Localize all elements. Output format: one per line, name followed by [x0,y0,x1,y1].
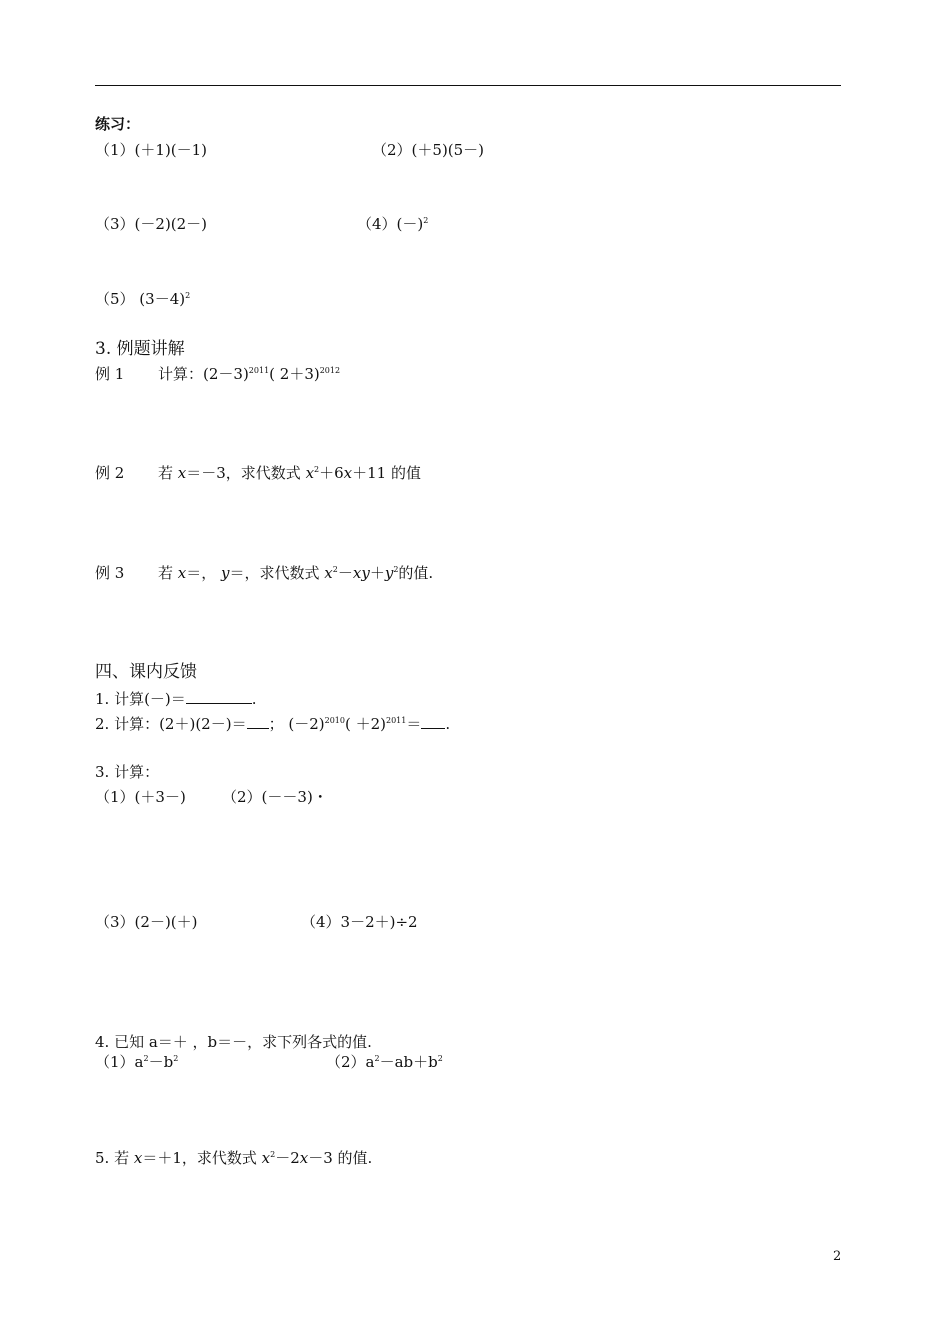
feedback-question-4-heading: 4. 已知 a＝＋ ，b＝－，求下列各式的值. [95,1033,372,1051]
practice-item-1: （1）(＋1)(－1) [95,141,208,159]
practice-item-2: （2）(＋5)(5－) [372,141,485,159]
example-2-text: 若 x＝－3，求代数式 $x^2+6x+11$ 的值 [158,464,421,482]
feedback-question-3-heading: 3. 计算： [95,763,160,781]
header-rule [95,85,841,86]
feedback-question-4-item-1: $(1)a^2-b^2$ [95,1053,179,1071]
feedback-question-3-item-4: （4）3－2＋)÷2 [301,913,418,931]
examples-heading: 3. 例题讲解 [95,339,185,359]
practice-heading: 练习： [95,115,141,133]
feedback-question-4-item-2: $(2)a^2-ab+b^2$ [326,1053,443,1071]
example-1-label: 例 1 [95,365,125,383]
example-3-label: 例 3 [95,564,125,582]
example-2-label: 例 2 [95,464,125,482]
feedback-question-3-item-2: （2）(－－3)・ [222,788,328,806]
feedback-question-1: 1. 计算(－)＝ . [95,690,257,708]
answer-blank [421,714,445,729]
example-3-text: 若 x＝， y＝，求代数式 $x^2-xy+y^2$的值. [158,564,434,582]
feedback-question-3-item-1: （1）(＋3－) [95,788,186,806]
feedback-heading: 四、课内反馈 [95,662,197,682]
practice-item-3: （3）(－2)(2－) [95,215,208,233]
answer-blank [186,689,252,704]
feedback-question-2: 2. 计算：(2＋)(2－)＝ ； $(-2)^{2010}( +2)^{2011}=$ . [95,715,451,733]
page-number: 2 [833,1249,842,1264]
practice-item-4: $(4)(-)^2$ [357,215,429,233]
answer-blank [247,714,269,729]
practice-item-5: （5） $(3-4)^2$ [95,290,191,308]
feedback-question-5: 5. 若 x＝＋1，求代数式 $x^2-2x-3$ 的值. [95,1149,373,1167]
example-1-text: 计算：$(2-3)^{2011}$( 2＋3)$^{2012}$ [158,365,341,383]
feedback-question-3-item-3: （3）(2－)(＋) [95,913,198,931]
